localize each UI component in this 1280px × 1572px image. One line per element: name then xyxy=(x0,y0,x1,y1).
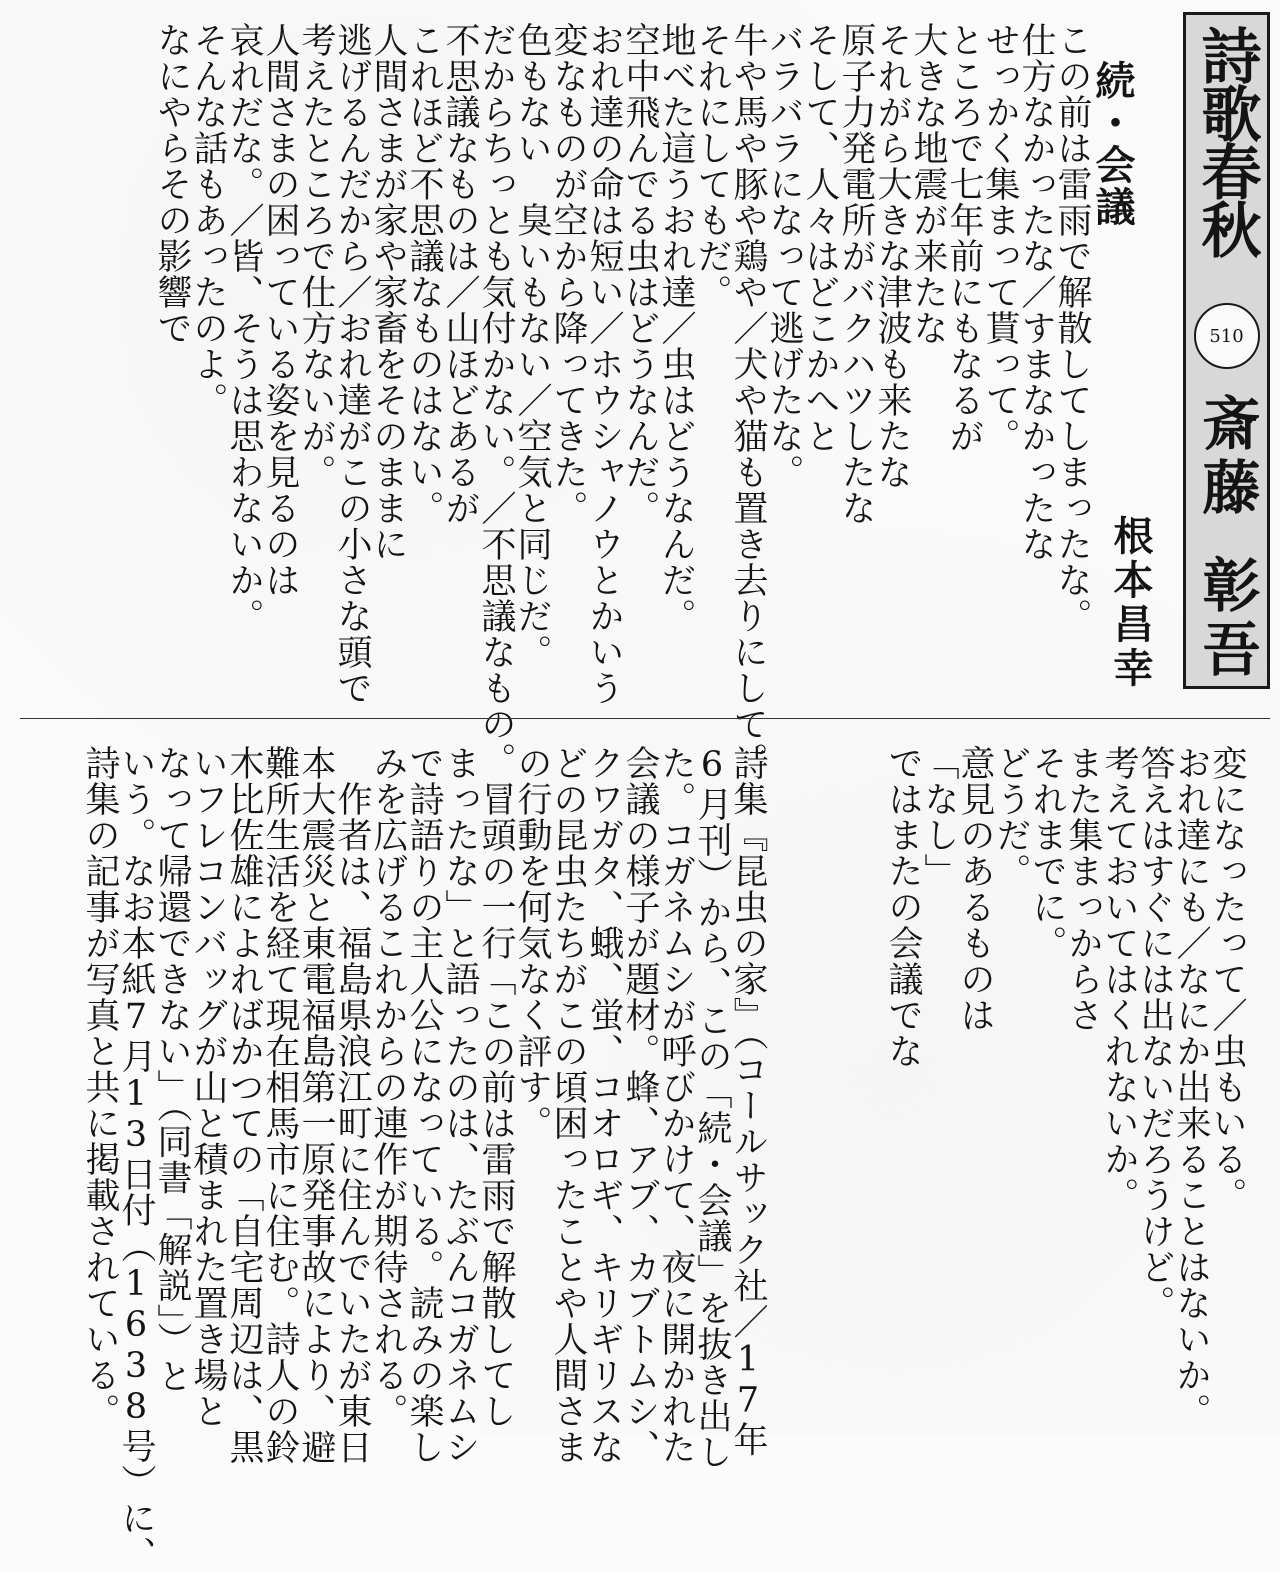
commentary-line xyxy=(766,745,802,1425)
poem-line: 仕方なかったな／すまなかったな xyxy=(1016,22,1056,562)
poem-line: だからちっとも気付かない。／不思議なもの。 xyxy=(476,22,516,778)
poem-line: 不思議なものは／山ほどあるが xyxy=(440,22,480,526)
poem-line: 人間さまが家や家畜をそのままに xyxy=(368,22,408,562)
poem-line: 考えたところで仕方ないが。 xyxy=(296,22,336,490)
commentary-line: いう。なお本紙7月13日付（1638号）に、 xyxy=(116,745,156,1572)
poem-line: それまでに。 xyxy=(1027,745,1067,961)
commentary-line: 会議の様子が題材。蜂、アブ、カブトムシ、 xyxy=(620,745,660,1465)
section-divider xyxy=(20,718,1270,719)
commentary-line: なって帰還できない」（同書「解説」）と xyxy=(152,745,192,1394)
poem-line: 逃げるんだから／おれ達がこの小さな頭で xyxy=(332,22,372,706)
column-author-surname: 斎藤 xyxy=(1192,393,1261,521)
poem-lower-section xyxy=(883,745,1247,1429)
commentary-line: 本大震災と東電福島第一原発事故により、避 xyxy=(296,745,336,1465)
poem-line: せっかく集まって貰って。 xyxy=(980,22,1020,454)
poem-line: 牛や馬や豚や鶏や／犬や猫も置き去りにして。 xyxy=(728,22,768,778)
commentary-line: 詩集『昆虫の家』（コールサック社／17年 xyxy=(728,745,768,1458)
commentary-line: まったな」と語ったのは、たぶんコガネムシ xyxy=(440,745,480,1465)
poem-line: 答えはすぐには出ないだろうけど。 xyxy=(1135,745,1175,1321)
column-title: 詩歌春秋 xyxy=(1191,25,1262,257)
poem-line: 変になったって／虫もいる。 xyxy=(1207,745,1247,1213)
poem-line: この前は雷雨で解散してしまったな。 xyxy=(1052,22,1092,634)
commentary-line: いフレコンバッグが山と積まれた置き場と xyxy=(188,745,228,1429)
poem-line: また集まっからさ xyxy=(1063,745,1103,1033)
commentary-line: みを広げるこれからの連作が期待される。 xyxy=(368,745,408,1429)
commentary-line: 作者は、福島県浪江町に住んでいたが東日 xyxy=(332,745,372,1465)
poem-line: 意見のあるものは xyxy=(955,745,995,1033)
poem-line: 空中飛んでる虫はどうなんだ。 xyxy=(620,22,660,526)
poem-line: これほど不思議なものはない。 xyxy=(404,22,444,526)
poem-line: ではまたの会議でな xyxy=(883,745,923,1069)
poem-line: どうだ。 xyxy=(991,745,1031,889)
poem-line: 色もない 臭いもない／空気と同じだ。 xyxy=(512,22,552,670)
poem-line: バラバラになって逃げたな。 xyxy=(764,22,804,490)
commentary-line: どの昆虫たちがこの頃困ったことや人間さま xyxy=(548,745,588,1465)
poem-line: 変なものが空から降ってきた。 xyxy=(548,22,588,526)
column-author xyxy=(1187,393,1267,683)
poem-author: 根本昌幸 xyxy=(1107,515,1153,691)
poem-line: おれ達にも／なにか出来ることはないか。 xyxy=(1171,745,1211,1429)
poem-line: 原子力発電所がバクハツしたな xyxy=(836,22,876,526)
column-author-given-name: 彰吾 xyxy=(1192,555,1261,683)
commentary-line: 冒頭の一行「この前は雷雨で解散してし xyxy=(476,745,516,1429)
poem-line: なにやらその影響で xyxy=(152,22,192,346)
poem-line: 人間さまの困っている姿を見るのは xyxy=(260,22,300,598)
commentary-line: 難所生活を経て現在相馬市に住む。詩人の鈴 xyxy=(260,745,300,1465)
poem-line: ところで七年前にもなるが xyxy=(944,22,984,454)
commentary-section xyxy=(80,745,802,1572)
poem-line: そして、人々はどこかへと xyxy=(800,22,840,454)
poem-upper-section xyxy=(152,22,1092,778)
commentary-line: の行動を何気なく評す。 xyxy=(512,745,552,1141)
poem-line: 大きな地震が来たな xyxy=(908,22,948,346)
commentary-line: 詩集の記事が写真と共に掲載されている。 xyxy=(80,745,120,1429)
commentary-line: 6月刊）から、この「続・会議」を抜き出し xyxy=(692,745,732,1470)
poem-line: それがら大きな津波も来たな xyxy=(872,22,912,490)
column-number-badge: 510 xyxy=(1194,303,1260,369)
commentary-line: で詩語りの主人公になっている。読みの楽し xyxy=(404,745,444,1465)
column-header xyxy=(1183,12,1270,689)
poem-line: おれ達の命は短い／ホウシャノウとかいう xyxy=(584,22,624,706)
poem-line: 「なし」 xyxy=(919,745,959,889)
poem-line: 地べた這うおれ達／虫はどうなんだ。 xyxy=(656,22,696,634)
commentary-line: クワガタ、蛾、蛍、コオロギ、キリギリスな xyxy=(584,745,624,1465)
poem-line: それにしてもだ。 xyxy=(692,22,732,310)
poem-line: 哀れだな。／皆、そうは思わないか。 xyxy=(224,22,264,634)
commentary-line: 木比佐雄によればかつての「自宅周辺は、黒 xyxy=(224,745,264,1465)
poem-line: 考えておいてはくれないか。 xyxy=(1099,745,1139,1213)
commentary-line: た。コガネムシが呼びかけて、夜に開かれた xyxy=(656,745,696,1465)
poem-title: 続・会議 xyxy=(1089,60,1135,228)
poem-line: そんな話もあったのよ。 xyxy=(188,22,228,418)
